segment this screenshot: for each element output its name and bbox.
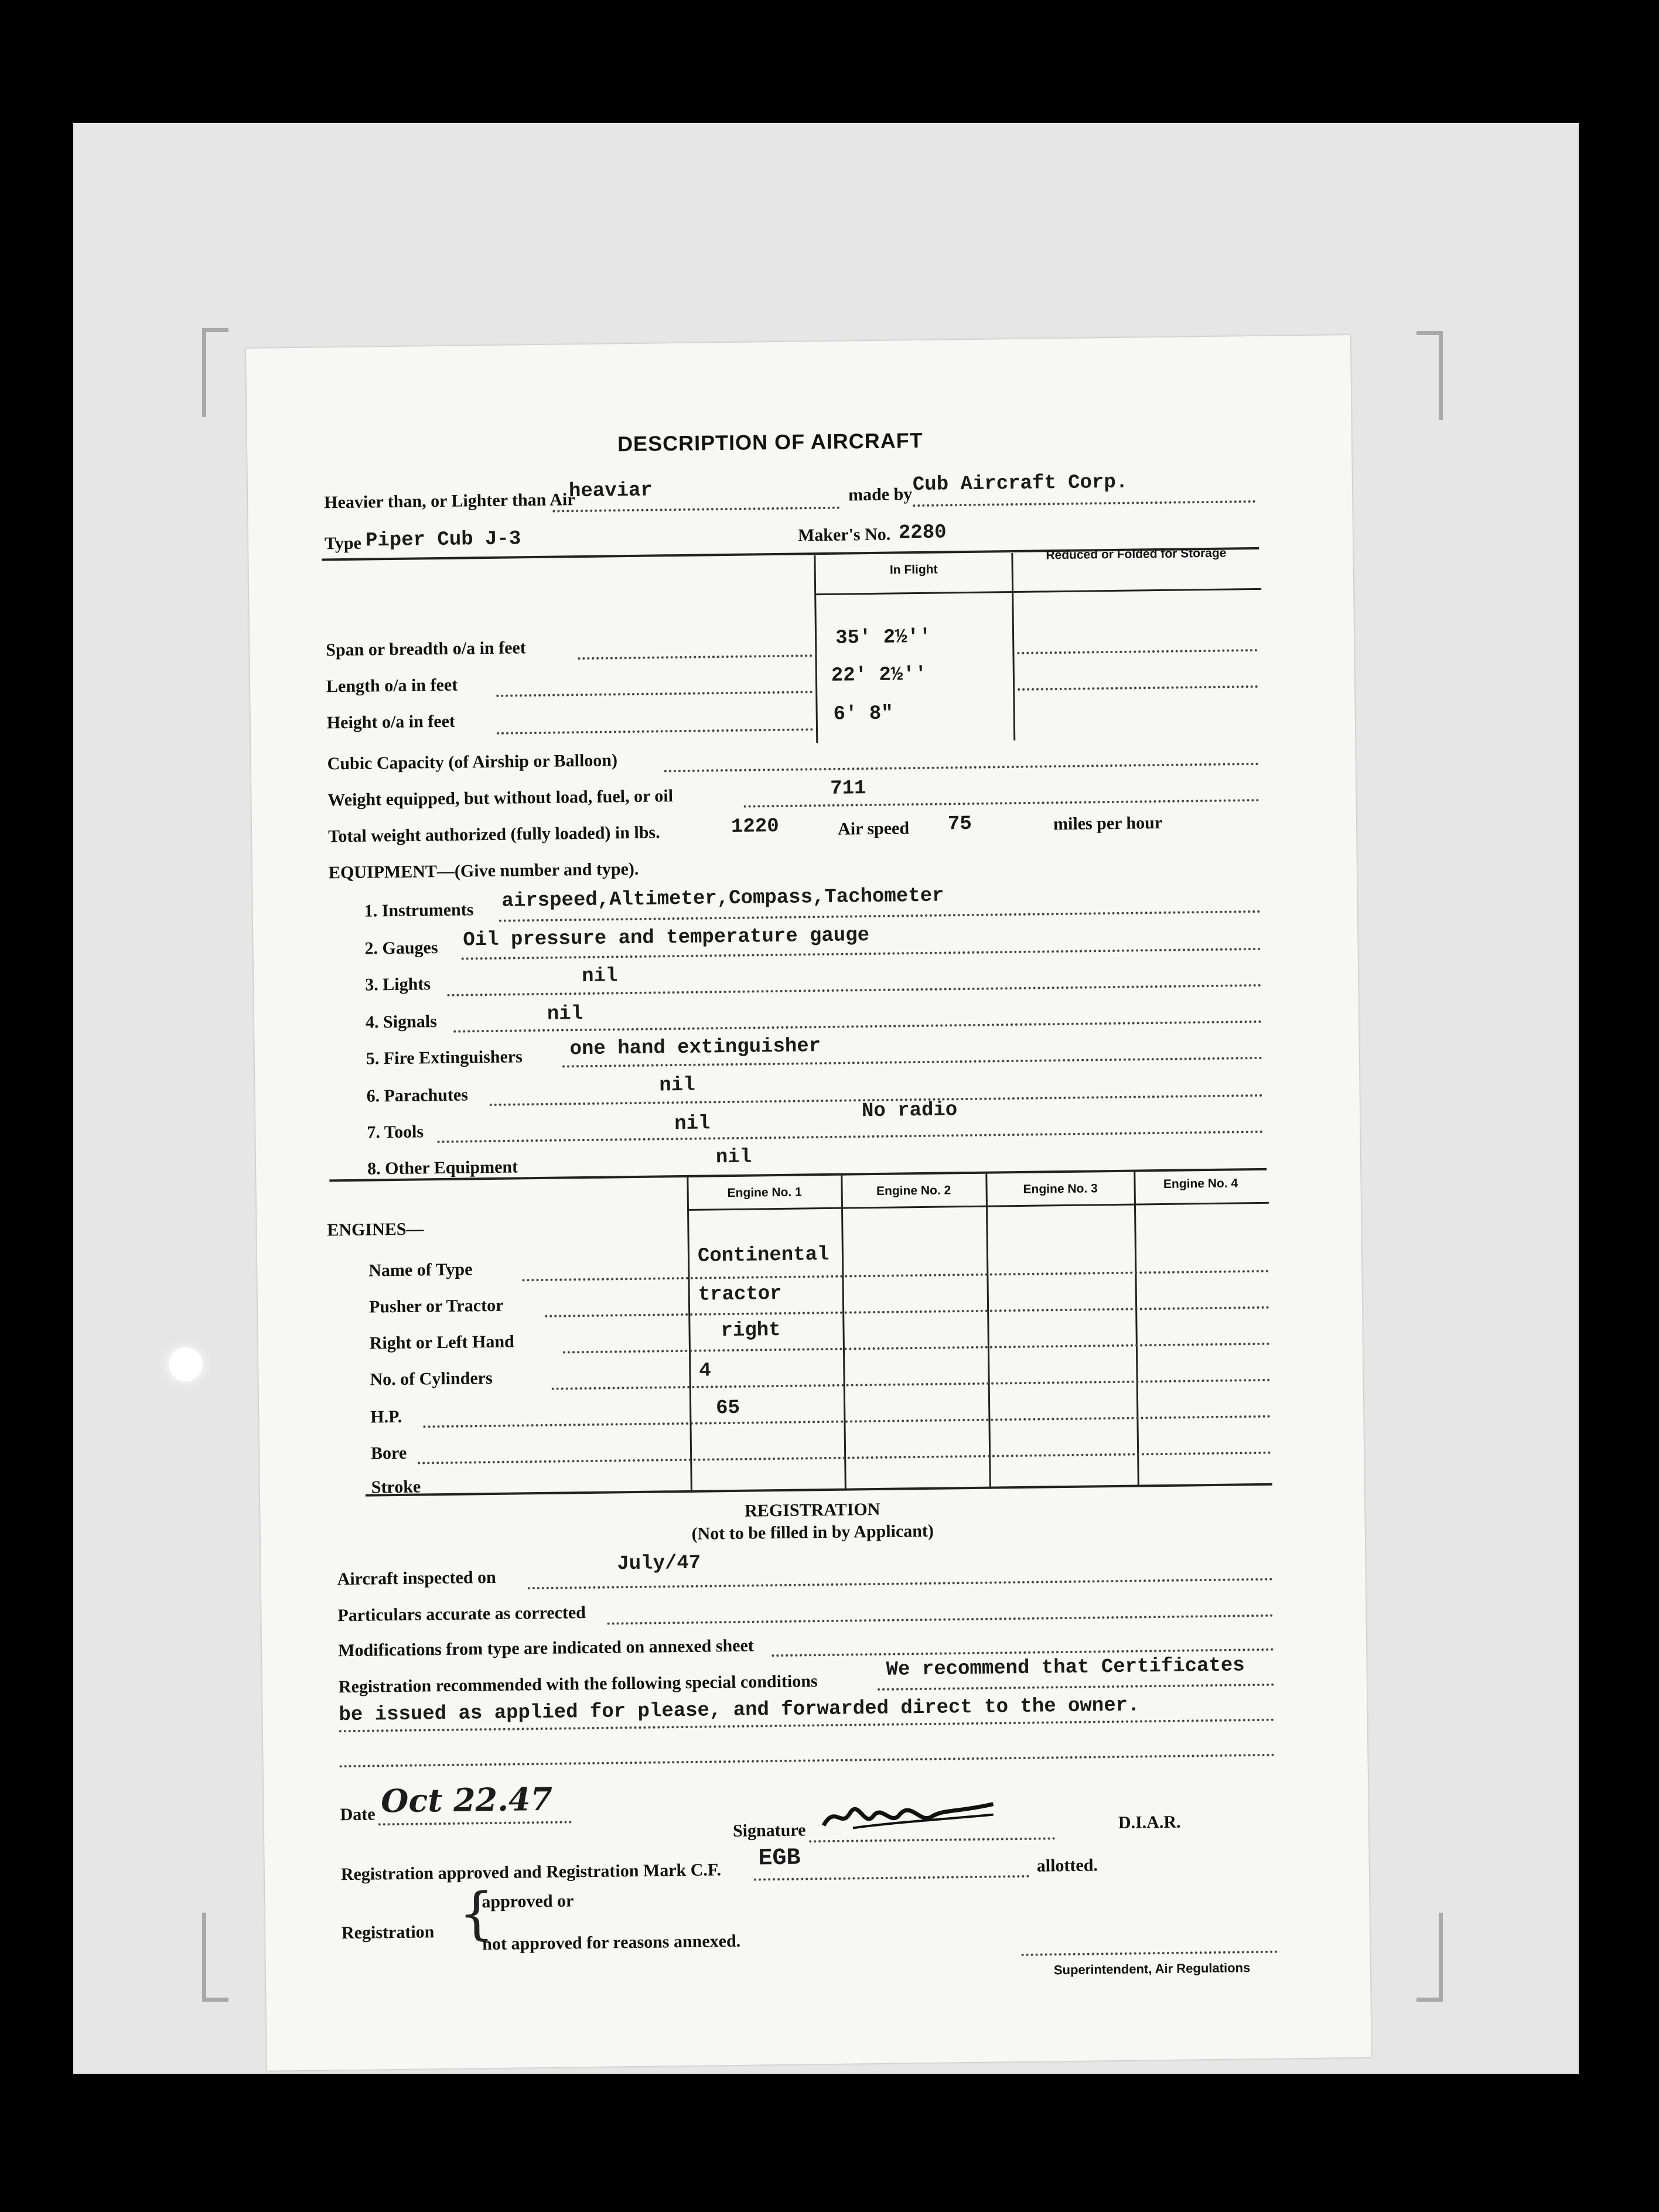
dim-value-span: 35' 2½'' xyxy=(835,626,931,650)
equip-value-fire: one hand extinguisher xyxy=(569,1035,821,1061)
type-value: Piper Cub J-3 xyxy=(365,528,521,552)
registration-subheading: (Not to be filled in by Applicant) xyxy=(691,1521,934,1544)
equip-value-lights: nil xyxy=(581,965,618,988)
dim-label-span: Span or breadth o/a in feet xyxy=(326,638,526,660)
col-in-flight: In Flight xyxy=(889,562,938,577)
air-speed-value: 75 xyxy=(947,813,972,836)
mph-label: miles per hour xyxy=(1053,813,1163,834)
engines-heading: ENGINES— xyxy=(327,1219,424,1240)
approved-label: approved or xyxy=(482,1891,574,1912)
dim-label-height: Height o/a in feet xyxy=(326,711,456,733)
crop-mark-bottom-right xyxy=(1416,1913,1443,2002)
col-storage: Reduced or Folded for Storage xyxy=(1046,546,1227,562)
total-weight-label: Total weight authorized (fully loaded) in lbs. xyxy=(327,822,660,846)
signature-label: Signature xyxy=(732,1820,806,1841)
equip-label-other: 8. Other Equipment xyxy=(367,1157,518,1179)
equip-label-parachutes: 6. Parachutes xyxy=(366,1085,469,1106)
recommended-value-1: We recommend that Certificates xyxy=(886,1654,1245,1681)
engine1-cylinders: 4 xyxy=(699,1360,712,1383)
engine-col-2: Engine No. 2 xyxy=(876,1183,951,1198)
recommended-label: Registration recommended with the following special conditions xyxy=(338,1671,818,1697)
cubic-capacity-label: Cubic Capacity (of Airship or Balloon) xyxy=(327,750,618,774)
registration-brace: { xyxy=(458,1880,495,1947)
signature-title: D.I.A.R. xyxy=(1118,1812,1181,1832)
dim-value-height: 6' 8" xyxy=(833,702,893,726)
date-value: Oct 22.47 xyxy=(380,1780,553,1820)
total-weight-value: 1220 xyxy=(730,815,779,838)
registration-label: Registration xyxy=(341,1922,435,1943)
equip-label-gauges: 2. Gauges xyxy=(364,938,438,958)
mark-value: EGB xyxy=(758,1845,801,1872)
equip-label-signals: 4. Signals xyxy=(365,1012,437,1032)
dim-value-length: 22' 2½'' xyxy=(831,663,927,687)
not-approved-label: not approved for reasons annexed. xyxy=(482,1931,741,1954)
recommended-value-2: be issued as applied for please, and forwarded direct to the owner. xyxy=(339,1694,1140,1727)
makers-no-value: 2280 xyxy=(898,521,947,545)
inspected-value: July/47 xyxy=(617,1552,701,1576)
crop-mark-top-left xyxy=(202,328,228,417)
engine-row-label-type: Name of Type xyxy=(368,1259,473,1281)
aircraft-description-form xyxy=(246,335,1371,2071)
dim-label-length: Length o/a in feet xyxy=(326,675,458,697)
engine-col-1: Engine No. 1 xyxy=(727,1185,802,1200)
engine1-hand: right xyxy=(721,1319,781,1343)
made-by-value: Cub Aircraft Corp. xyxy=(912,471,1128,497)
crop-mark-bottom-left xyxy=(202,1913,228,2002)
date-label: Date xyxy=(340,1804,376,1825)
air-speed-label: Air speed xyxy=(837,818,910,839)
equip-value-tools: nil xyxy=(674,1112,711,1136)
registration-heading: REGISTRATION xyxy=(745,1499,880,1521)
engine-row-label-stroke: Stroke xyxy=(371,1477,421,1497)
particulars-label: Particulars accurate as corrected xyxy=(337,1603,586,1626)
film-blemish xyxy=(169,1347,203,1381)
equipment-heading: EQUIPMENT—(Give number and type). xyxy=(328,859,639,883)
allotted-label: allotted. xyxy=(1036,1855,1098,1876)
made-by-label: made by xyxy=(848,484,913,505)
equip-value-parachutes: nil xyxy=(659,1074,695,1097)
heavier-lighter-label: Heavier than, or Lighter than Air xyxy=(324,490,575,513)
equip-label-tools: 7. Tools xyxy=(367,1122,424,1142)
weight-equipped-label: Weight equipped, but without load, fuel, or oil xyxy=(327,786,674,810)
equip-label-lights: 3. Lights xyxy=(365,974,431,995)
equip-value-instruments: airspeed,Altimeter,Compass,Tachometer xyxy=(501,885,944,913)
signature-scribble xyxy=(817,1791,1005,1840)
engine-row-label-bore: Bore xyxy=(370,1443,407,1463)
engine-row-label-pusher: Pusher or Tractor xyxy=(368,1295,504,1317)
inspected-label: Aircraft inspected on xyxy=(337,1567,496,1589)
equipment-note: No radio xyxy=(861,1099,958,1123)
engine-row-label-hand: Right or Left Hand xyxy=(369,1332,514,1353)
equip-label-fire: 5. Fire Extinguishers xyxy=(366,1047,523,1069)
equip-label-instruments: 1. Instruments xyxy=(364,900,474,921)
equip-value-gauges: Oil pressure and temperature gauge xyxy=(463,924,870,952)
form-title: DESCRIPTION OF AIRCRAFT xyxy=(617,428,923,456)
weight-equipped-value: 711 xyxy=(830,777,866,800)
makers-no-label: Maker's No. xyxy=(797,524,891,545)
engine-row-label-hp: H.P. xyxy=(370,1407,402,1427)
equip-value-other: nil xyxy=(715,1146,752,1169)
engine-row-label-cylinders: No. of Cylinders xyxy=(370,1368,493,1390)
engine-col-3: Engine No. 3 xyxy=(1023,1182,1098,1196)
engine-col-4: Engine No. 4 xyxy=(1163,1176,1238,1191)
modifications-label: Modifications from type are indicated on annexed sheet xyxy=(337,1636,755,1661)
mark-label: Registration approved and Registration Mark C.F. xyxy=(340,1860,722,1885)
heavier-lighter-value: heaviar xyxy=(568,479,653,503)
superintendent-label: Superintendent, Air Regulations xyxy=(1053,1960,1251,1978)
type-label: Type xyxy=(324,533,362,554)
crop-mark-top-right xyxy=(1416,331,1443,420)
engine1-type: Continental xyxy=(697,1243,830,1268)
engine1-hp: 65 xyxy=(715,1397,740,1420)
equip-value-signals: nil xyxy=(547,1003,583,1026)
engine1-pusher: tractor xyxy=(698,1282,782,1306)
